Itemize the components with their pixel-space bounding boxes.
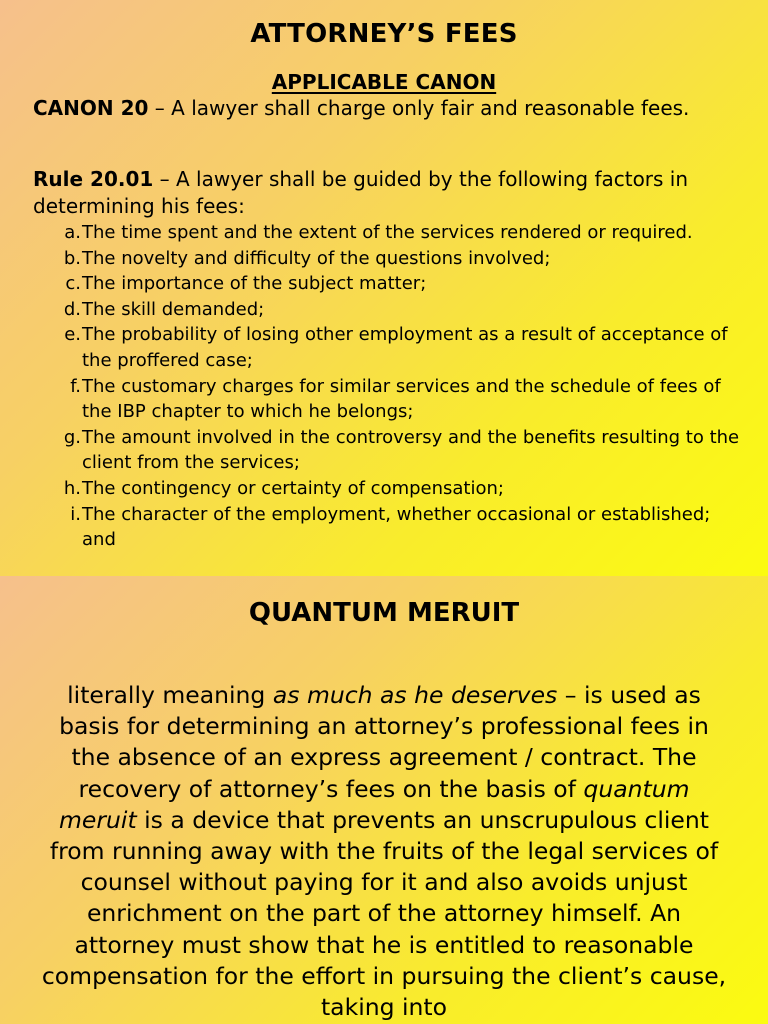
list-item xyxy=(33,297,743,323)
body-text: literally meaning xyxy=(67,681,273,709)
list-marker: b. xyxy=(63,247,81,269)
canon-label: CANON 20 xyxy=(33,96,149,120)
list-item-text: The amount involved in the controversy and the benefits resulting to the client from the services; xyxy=(82,426,745,474)
list-marker: c. xyxy=(65,273,81,295)
list-item-text: The time spent and the extent of the services rendered or required. xyxy=(82,222,693,243)
list-item-text: The contingency or certainty of compensation; xyxy=(82,477,504,499)
list-marker: a. xyxy=(64,222,81,243)
slide-subtitle xyxy=(0,70,768,94)
list-item-text: The novelty and difficulty of the questions involved; xyxy=(82,247,551,269)
list-item xyxy=(33,425,743,476)
list-marker: i. xyxy=(70,503,81,525)
canon-text: – A lawyer shall charge only fair and reasonable fees. xyxy=(148,96,690,120)
body-italic-text: quantum meruit xyxy=(59,774,690,834)
body-text: – is used as basis for determining an attorney’s professional fees in the absence of an express agreement / contract. The recovery of attorney’s fees on the basis of xyxy=(59,681,709,803)
list-item xyxy=(33,246,743,272)
list-item-text: The customary charges for similar services and the schedule of fees of the IBP chapter to which he belongs; xyxy=(82,375,727,423)
list-marker: e. xyxy=(64,324,81,346)
list-item-text: The skill demanded; xyxy=(82,298,265,320)
slide-quantum-meruit xyxy=(0,576,768,1024)
list-marker: h. xyxy=(63,477,81,499)
rule-text: – A lawyer shall be guided by the following factors in determining his fees: xyxy=(33,167,689,218)
list-item-text: The probability of losing other employment as a result of acceptance of the proffered case; xyxy=(82,324,734,371)
list-item xyxy=(33,271,743,297)
list-item-text: The importance of the subject matter; xyxy=(82,273,427,295)
canon-paragraph xyxy=(33,95,733,122)
list-marker: g. xyxy=(63,426,81,448)
subtitle-text: APPLICABLE CANON xyxy=(271,70,497,94)
list-marker: f. xyxy=(70,375,81,397)
list-item-text: The character of the employment, whether occasional or established; and xyxy=(82,503,722,551)
slide-title: ATTORNEY’S FEES xyxy=(250,19,518,49)
list-marker: d. xyxy=(63,298,81,320)
list-item xyxy=(33,476,743,502)
definition-paragraph xyxy=(40,680,728,1023)
list-item xyxy=(33,322,743,373)
list-item xyxy=(33,502,743,553)
list-item xyxy=(33,374,743,425)
rule-label: Rule 20.01 xyxy=(33,167,154,191)
list-item xyxy=(33,220,743,246)
slide-title: QUANTUM MERUIT xyxy=(248,598,520,628)
rule-paragraph xyxy=(33,166,733,220)
factors-list xyxy=(33,220,743,553)
body-italic-text: as much as he deserves xyxy=(272,681,558,709)
body-text: is a device that prevents an unscrupulous client from running away with the fruits of the legal services of counsel without paying for it and also avoids unjust enrichment on the part of the attorney himself. An attorney must show that he is entitled to reasonable compensation for the effort in pursuing the client’s cause, taking into xyxy=(41,805,727,1022)
